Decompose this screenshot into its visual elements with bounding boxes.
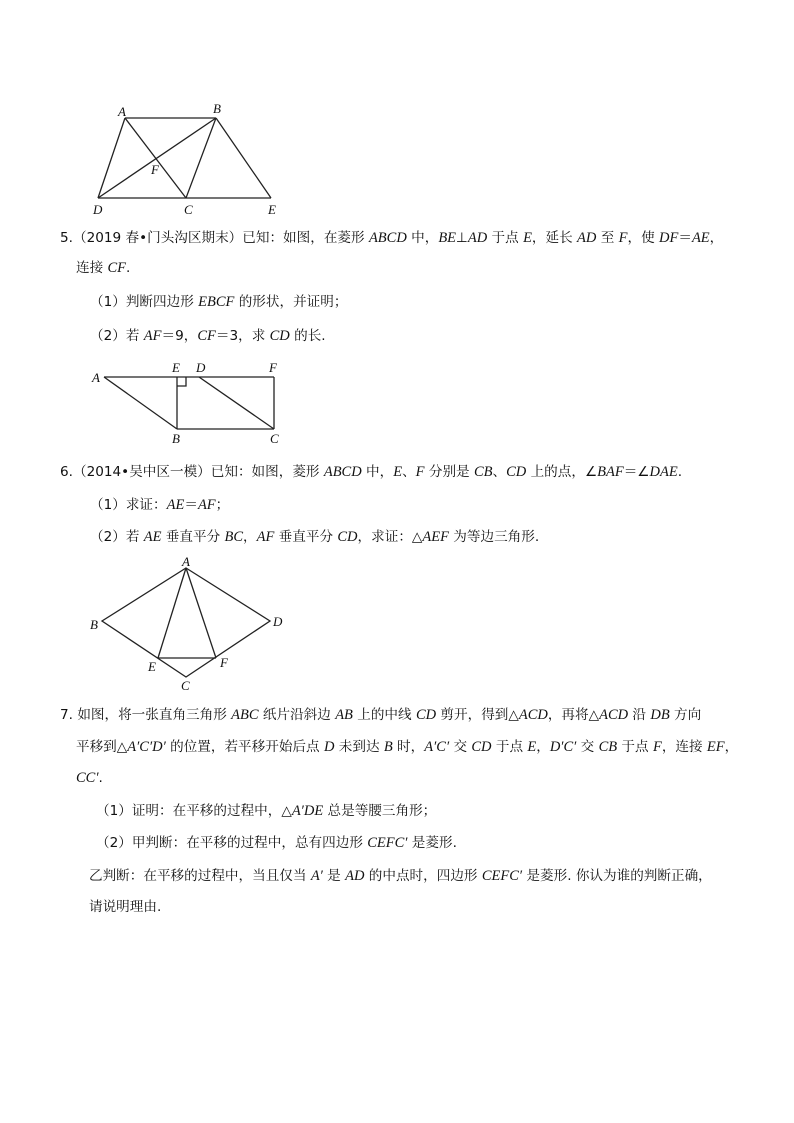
segment-bd bbox=[98, 118, 216, 198]
label-d: D bbox=[196, 360, 206, 375]
label-d: D bbox=[273, 614, 283, 629]
label-c: C bbox=[184, 202, 193, 217]
q6-line1: 6.（2014•吴中区一模）已知：如图，菱形 ABCD 中，E、F 分别是 CB、CD 上的点，∠BAF＝∠DAE. bbox=[60, 464, 683, 480]
segment-bc bbox=[186, 118, 216, 198]
q7-yi-line1: 乙判断：在平移的过程中，当且仅当 A′ 是 AD 的中点时，四边形 CEFC′ 是菱形. 你认为谁的判断正确， bbox=[89, 868, 712, 884]
q5-line2: 连接 CF. bbox=[76, 260, 131, 276]
segment-be bbox=[216, 118, 271, 198]
rhombus-abcd bbox=[102, 568, 270, 677]
label-f: F bbox=[151, 162, 159, 177]
q7-line1: 7. 如图，将一张直角三角形 ABC 纸片沿斜边 AB 上的中线 CD 剪开，得到△ACD，再将△ACD 沿 DB 方向 bbox=[60, 707, 702, 723]
segment-dc bbox=[199, 377, 274, 429]
q5-line1: 5.（2019 春•门头沟区期末）已知：如图，在菱形 ABCD 中，BE⊥AD 于点 E，延长 AD 至 F，使 DF＝AE， bbox=[60, 230, 724, 246]
label-e: E bbox=[148, 659, 156, 674]
label-d: D bbox=[93, 202, 103, 217]
q5-source: （2019 春•门头沟区期末） bbox=[72, 230, 243, 246]
figure-q6 bbox=[86, 556, 296, 696]
q5-sub2: （2）若 AF＝9，CF＝3，求 CD 的长. bbox=[90, 328, 326, 344]
label-f: F bbox=[220, 655, 228, 670]
q5-number: 5. bbox=[60, 230, 73, 246]
segment-ac bbox=[125, 118, 186, 198]
segment-af bbox=[186, 568, 216, 658]
q7-line2: 平移到△A′C′D′ 的位置，若平移开始后点 D 未到达 B 时，A′C′ 交 CD 于点 E，D′C′ 交 CB 于点 F，连接 EF， bbox=[76, 739, 739, 755]
segment-ad bbox=[98, 118, 125, 198]
right-angle-mark bbox=[177, 377, 186, 386]
label-a: A bbox=[118, 104, 126, 119]
label-f: F bbox=[269, 360, 277, 375]
q6-number: 6. bbox=[60, 464, 73, 480]
label-c: C bbox=[181, 678, 190, 693]
q7-yi-line2: 请说明理由. bbox=[89, 899, 162, 915]
label-e: E bbox=[268, 202, 276, 217]
q7-line3: CC′. bbox=[76, 770, 103, 786]
q6-sub1: （1）求证：AE＝AF； bbox=[90, 497, 230, 513]
q6-source: （2014•吴中区一模） bbox=[72, 464, 211, 480]
label-c: C bbox=[270, 431, 279, 446]
label-e: E bbox=[172, 360, 180, 375]
q7-sub2: （2）甲判断：在平移的过程中，总有四边形 CEFC′ 是菱形. bbox=[96, 835, 457, 851]
label-b: B bbox=[172, 431, 180, 446]
segment-ab bbox=[104, 377, 177, 429]
label-b: B bbox=[90, 617, 98, 632]
label-b: B bbox=[213, 101, 221, 116]
figure-q5 bbox=[88, 356, 298, 448]
figure-1 bbox=[88, 100, 288, 220]
q5-sub1: （1）判断四边形 EBCF 的形状，并证明； bbox=[90, 294, 348, 310]
q7-number: 7. bbox=[60, 707, 73, 723]
segment-ae bbox=[158, 568, 186, 658]
q7-sub1: （1）证明：在平移的过程中，△A′DE 总是等腰三角形； bbox=[96, 803, 437, 819]
label-a: A bbox=[92, 370, 100, 385]
q6-sub2: （2）若 AE 垂直平分 BC，AF 垂直平分 CD，求证：△AEF 为等边三角形. bbox=[90, 529, 540, 545]
label-a: A bbox=[182, 554, 190, 569]
